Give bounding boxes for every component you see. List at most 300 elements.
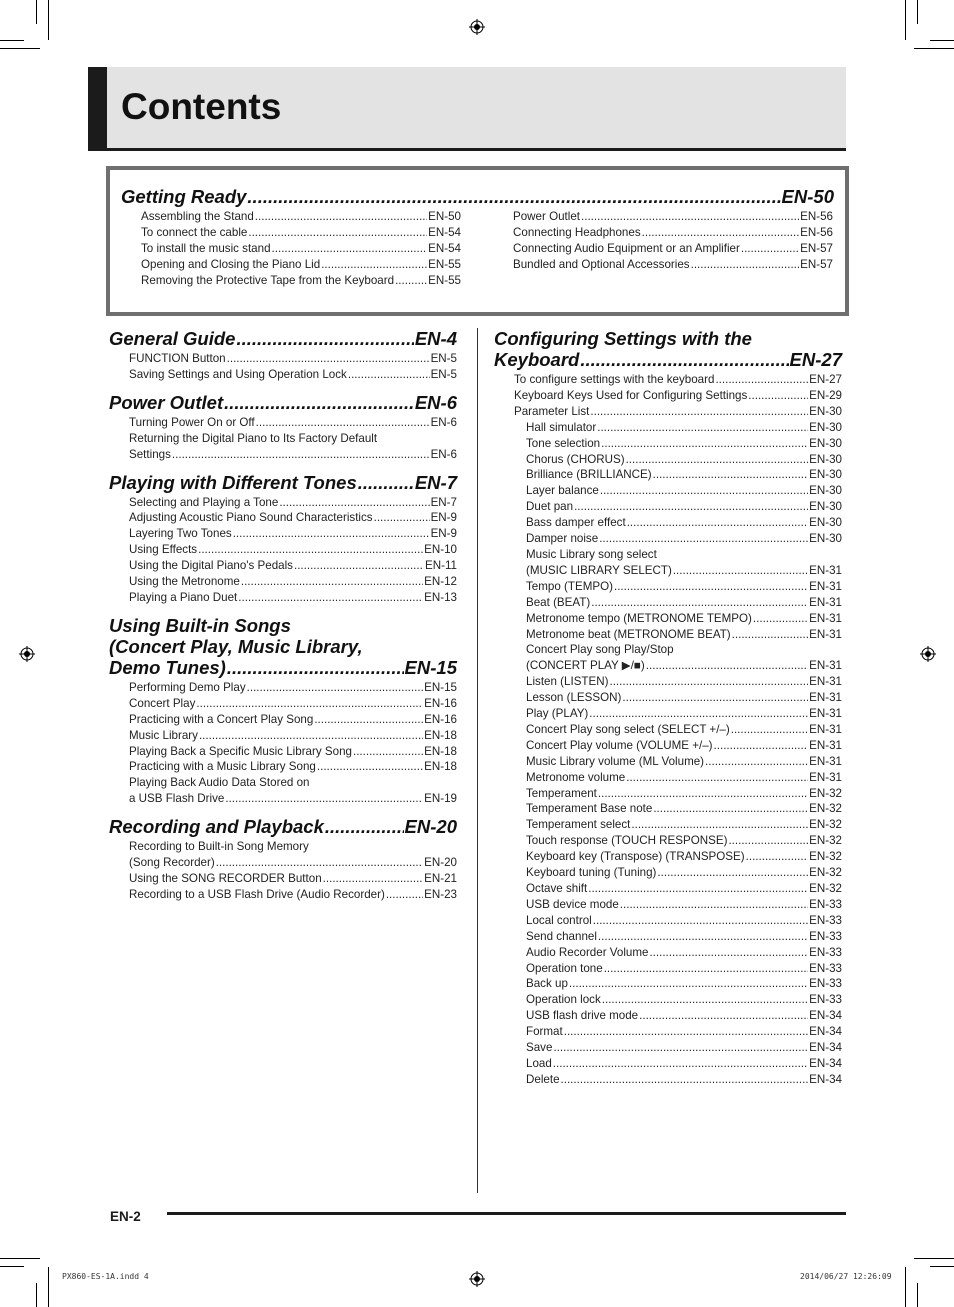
toc-entry-line xyxy=(514,404,842,420)
dot-leader xyxy=(247,186,780,207)
toc-entry xyxy=(141,225,461,241)
section-heading xyxy=(109,392,457,413)
toc-page-ref: EN-16 xyxy=(424,696,457,710)
toc-entry-line xyxy=(526,897,842,913)
toc-entry-text: Octave shift xyxy=(526,882,588,895)
toc-entry xyxy=(109,367,457,383)
dot-leader xyxy=(353,744,423,760)
dot-leader xyxy=(691,257,800,273)
toc-page-ref: EN-13 xyxy=(424,590,457,604)
toc-entry xyxy=(494,897,842,913)
toc-entry xyxy=(494,1040,842,1056)
toc-page-ref: EN-32 xyxy=(809,786,842,800)
toc-entry-line xyxy=(526,706,842,722)
section-heading-text: Demo Tunes) xyxy=(109,656,226,678)
toc-page-ref: EN-18 xyxy=(424,728,457,742)
dot-leader xyxy=(598,786,808,802)
toc-entry-line xyxy=(526,738,842,754)
toc-entry-text: Temperament xyxy=(526,786,597,800)
section-heading-line xyxy=(109,392,457,413)
dot-leader xyxy=(248,225,427,241)
toc-entry-text: USB flash drive mode xyxy=(526,1009,639,1023)
toc-entry-line: Recording to Built-in Song Memory xyxy=(129,840,309,854)
crop-mark xyxy=(917,1283,918,1307)
toc-entry-line xyxy=(526,579,842,595)
toc-page-ref: EN-15 xyxy=(424,680,457,694)
registration-mark-icon xyxy=(469,19,485,35)
toc-entry-text: Send channel xyxy=(526,929,597,943)
getting-ready-left-column xyxy=(141,209,461,289)
toc-entry-text: Keyboard key (Transpose) (TRANSPOSE) xyxy=(526,850,745,864)
toc-entry-line xyxy=(526,690,842,706)
header-accent-block xyxy=(88,67,107,150)
toc-page-ref: EN-30 xyxy=(809,420,842,434)
dot-leader xyxy=(227,657,404,678)
toc-entry-text: Bass damper effect xyxy=(526,516,626,530)
toc-entry-line xyxy=(129,791,457,807)
dot-leader xyxy=(199,728,423,744)
toc-page-ref: EN-34 xyxy=(809,1072,842,1086)
toc-entry-text: FUNCTION Button xyxy=(129,352,226,365)
toc-page-ref: EN-12 xyxy=(424,575,457,589)
toc-entry-text: Removing the Protective Tape from the Keyboard xyxy=(141,273,395,287)
toc-section xyxy=(109,816,457,903)
dot-leader xyxy=(732,627,808,643)
toc-entry-text: Using the SONG RECORDER Button xyxy=(129,871,322,885)
registration-mark-icon xyxy=(469,1271,485,1287)
toc-entry-text: a USB Flash Drive xyxy=(129,792,225,806)
toc-entry-text: Operation tone xyxy=(526,961,603,975)
toc-entry-line xyxy=(526,658,842,674)
section-heading-line: (Concert Play, Music Library, xyxy=(109,635,363,657)
toc-entry-line xyxy=(526,436,842,452)
section-heading-line xyxy=(109,657,457,678)
toc-entry-line xyxy=(526,770,842,786)
toc-entry-text: Playing Back a Specific Music Library Song xyxy=(129,744,352,758)
dot-leader xyxy=(639,1008,808,1024)
toc-entry-line xyxy=(526,722,842,738)
registration-mark-icon xyxy=(19,646,35,662)
toc-page-ref: EN-5 xyxy=(430,352,457,365)
toc-page-ref: EN-31 xyxy=(809,659,842,673)
toc-entry-text: Touch response (TOUCH RESPONSE) xyxy=(526,834,728,848)
section-heading-text: Power Outlet xyxy=(109,391,224,413)
dot-leader xyxy=(614,579,808,595)
toc-entry xyxy=(109,839,457,871)
section-heading xyxy=(109,472,457,493)
toc-entry-line xyxy=(129,712,457,728)
getting-ready-right-column xyxy=(513,209,833,273)
toc-entry xyxy=(494,738,842,754)
dot-leader xyxy=(323,871,423,887)
toc-page-ref: EN-31 xyxy=(809,770,842,784)
toc-page-ref: EN-30 xyxy=(809,516,842,530)
dot-leader xyxy=(714,738,809,754)
toc-entry xyxy=(494,467,842,483)
dot-leader xyxy=(646,658,808,674)
toc-entry-text: Save xyxy=(526,1041,553,1055)
toc-page-ref: EN-31 xyxy=(809,579,842,593)
header-rule xyxy=(88,148,846,151)
dot-leader xyxy=(591,595,808,611)
page-title: Contents xyxy=(121,86,282,127)
toc-page-ref: EN-31 xyxy=(809,595,842,609)
toc-entry-text: Operation lock xyxy=(526,993,601,1007)
toc-page-ref: EN-33 xyxy=(809,929,842,943)
toc-entry-line xyxy=(526,515,842,531)
toc-entry-line xyxy=(526,611,842,627)
toc-page-ref: EN-9 xyxy=(430,511,457,525)
dot-leader xyxy=(225,791,423,807)
section-heading-line xyxy=(121,186,834,207)
toc-entry xyxy=(494,372,842,388)
toc-entry xyxy=(494,388,842,404)
toc-entry-text: Layering Two Tones xyxy=(129,527,232,541)
toc-entry xyxy=(494,642,842,674)
toc-entry-text: Tone selection xyxy=(526,436,601,450)
toc-entry-line xyxy=(129,447,457,463)
toc-page-ref: EN-19 xyxy=(424,792,457,806)
crop-mark xyxy=(930,40,954,41)
toc-entry-text: Recording to a USB Flash Drive (Audio Recorder) xyxy=(129,887,385,901)
toc-entry-text: Hall simulator xyxy=(526,420,597,434)
toc-entry-line xyxy=(129,495,457,511)
dot-leader xyxy=(728,833,808,849)
toc-entry-line xyxy=(526,467,842,483)
column-divider xyxy=(477,328,478,1193)
toc-entry-line xyxy=(526,1056,842,1072)
toc-page-ref: EN-31 xyxy=(809,707,842,721)
dot-leader xyxy=(561,1072,809,1088)
toc-entry-text: Power Outlet xyxy=(513,210,581,223)
toc-entry-line: Returning the Digital Piano to Its Factory Default xyxy=(129,431,378,445)
toc-entry xyxy=(494,452,842,468)
toc-entry-text: Play (PLAY) xyxy=(526,707,589,721)
toc-entry-text: Music Library volume (ML Volume) xyxy=(526,754,705,768)
toc-entry xyxy=(494,627,842,643)
toc-entry-line xyxy=(526,420,842,436)
toc-entry-text: (CONCERT PLAY ▶/■) xyxy=(526,659,645,673)
toc-entry-text: Performing Demo Play xyxy=(129,680,246,694)
section-heading-text: Playing with Different Tones xyxy=(109,471,357,493)
toc-entry xyxy=(494,754,842,770)
toc-page-ref: EN-54 xyxy=(428,241,461,255)
toc-entry-line xyxy=(129,590,457,606)
crop-mark xyxy=(914,1258,954,1259)
toc-entry-line xyxy=(129,526,457,542)
toc-entry xyxy=(109,696,457,712)
toc-page-ref: EN-34 xyxy=(809,1009,842,1023)
toc-entry-line xyxy=(513,225,833,241)
dot-leader xyxy=(224,392,414,413)
toc-section xyxy=(109,328,457,383)
toc-entry-line xyxy=(526,945,842,961)
toc-entry-line xyxy=(526,674,842,690)
toc-entry-line xyxy=(129,680,457,696)
toc-entry-line: Music Library song select xyxy=(526,547,657,561)
toc-entry-text: Music Library xyxy=(129,728,198,742)
toc-entry-text: To connect the cable xyxy=(141,225,248,239)
toc-entry xyxy=(494,531,842,547)
dot-leader xyxy=(325,816,404,837)
toc-page-ref: EN-31 xyxy=(809,611,842,625)
toc-entry-line xyxy=(526,801,842,817)
toc-page-ref: EN-6 xyxy=(430,447,457,461)
dot-leader xyxy=(172,447,430,463)
toc-entry-line xyxy=(513,257,833,273)
toc-page-ref: EN-10 xyxy=(424,543,457,557)
toc-entry-text: Playing a Piano Duet xyxy=(129,590,238,604)
section-page-ref: EN-50 xyxy=(781,186,834,207)
section-heading-text: General Guide xyxy=(109,328,236,349)
toc-entry xyxy=(494,436,842,452)
toc-entry-line xyxy=(526,1008,842,1024)
toc-page-ref: EN-32 xyxy=(809,802,842,816)
section-heading-text: Getting Ready xyxy=(121,186,247,207)
toc-page-ref: EN-33 xyxy=(809,913,842,927)
toc-entry-text: Concert Play song select (SELECT +/–) xyxy=(526,722,730,736)
toc-page-ref: EN-34 xyxy=(809,1025,842,1039)
toc-entry-line xyxy=(129,510,457,526)
toc-entry xyxy=(494,865,842,881)
dot-leader xyxy=(279,495,429,511)
dot-leader xyxy=(620,897,808,913)
toc-entry xyxy=(494,1024,842,1040)
dot-leader xyxy=(649,945,808,961)
toc-entry-text: Metronome beat (METRONOME BEAT) xyxy=(526,627,731,641)
section-heading-text: Keyboard xyxy=(494,349,580,370)
dot-leader xyxy=(294,558,424,574)
toc-entry xyxy=(494,849,842,865)
toc-entry xyxy=(494,929,842,945)
toc-page-ref: EN-50 xyxy=(428,210,461,223)
toc-page-ref: EN-31 xyxy=(809,675,842,689)
section-page-ref: EN-20 xyxy=(404,816,457,838)
toc-page-ref: EN-30 xyxy=(809,500,842,514)
section-heading-text: Recording and Playback xyxy=(109,816,324,838)
toc-entry-line xyxy=(526,961,842,977)
toc-entry xyxy=(494,547,842,579)
toc-entry-line xyxy=(141,225,461,241)
toc-page-ref: EN-56 xyxy=(800,225,833,239)
toc-page-ref: EN-7 xyxy=(430,495,457,509)
crop-mark xyxy=(36,1283,37,1307)
toc-page-ref: EN-30 xyxy=(809,404,842,418)
toc-entry xyxy=(494,961,842,977)
crop-mark xyxy=(48,0,49,40)
toc-entry-line xyxy=(526,929,842,945)
toc-entry-line xyxy=(526,913,842,929)
dot-leader xyxy=(233,526,430,542)
dot-leader xyxy=(569,976,808,992)
dot-leader xyxy=(574,499,808,515)
toc-page-ref: EN-11 xyxy=(424,559,457,573)
toc-entry xyxy=(109,744,457,760)
toc-entry xyxy=(141,209,461,225)
toc-entry-text: Connecting Audio Equipment or an Amplifier xyxy=(513,241,740,255)
toc-entry-line xyxy=(129,415,457,431)
toc-page-ref: EN-30 xyxy=(809,452,842,466)
toc-entry xyxy=(494,483,842,499)
toc-page-ref: EN-33 xyxy=(809,993,842,1007)
crop-mark xyxy=(905,0,906,40)
toc-entry-text: Tempo (TEMPO) xyxy=(526,579,613,593)
toc-page-ref: EN-31 xyxy=(809,691,842,705)
toc-entry-line xyxy=(526,865,842,881)
toc-page-ref: EN-5 xyxy=(430,367,457,381)
dot-leader xyxy=(602,992,808,1008)
toc-entry-text: Practicing with a Concert Play Song xyxy=(129,712,314,726)
dot-leader xyxy=(715,372,808,388)
toc-entry-text: Practicing with a Music Library Song xyxy=(129,760,316,774)
dot-leader xyxy=(247,680,424,696)
crop-mark xyxy=(930,1266,954,1267)
toc-entry xyxy=(494,786,842,802)
toc-entry-text: Duet pan xyxy=(526,500,574,514)
toc-entry-text: Keyboard tuning (Tuning) xyxy=(526,866,657,880)
toc-entry xyxy=(513,225,833,241)
toc-entry-line xyxy=(526,786,842,802)
toc-page-ref: EN-6 xyxy=(430,415,457,429)
dot-leader xyxy=(198,542,423,558)
section-heading-line: Configuring Settings with the xyxy=(494,328,752,349)
toc-entry-line xyxy=(129,728,457,744)
section-heading-line xyxy=(109,816,457,837)
toc-entry-text: Brilliance (BRILLIANCE) xyxy=(526,468,652,482)
toc-entry-text: Local control xyxy=(526,913,592,927)
toc-entry-text: Audio Recorder Volume xyxy=(526,945,649,959)
toc-entry-text: Lesson (LESSON) xyxy=(526,691,622,705)
toc-entry-line xyxy=(141,241,461,257)
toc-entry-line xyxy=(526,563,842,579)
toc-entry-line xyxy=(129,744,457,760)
toc-entry-text: Temperament select xyxy=(526,818,631,832)
toc-entry-text: Opening and Closing the Piano Lid xyxy=(141,257,321,271)
toc-entry-text: Listen (LISTEN) xyxy=(526,675,609,689)
toc-entry xyxy=(109,415,457,431)
toc-page-ref: EN-30 xyxy=(809,484,842,498)
toc-page-ref: EN-33 xyxy=(809,977,842,991)
dot-leader xyxy=(731,722,808,738)
section-page-ref: EN-6 xyxy=(414,391,457,413)
toc-entry-line xyxy=(526,754,842,770)
toc-entry-text: Beat (BEAT) xyxy=(526,595,591,609)
dot-leader xyxy=(653,467,808,483)
section-page-ref: EN-4 xyxy=(414,328,457,349)
toc-entry-line xyxy=(141,273,461,289)
toc-entry xyxy=(109,510,457,526)
dot-leader xyxy=(553,1056,808,1072)
toc-entry-text: Back up xyxy=(526,977,568,991)
toc-page-ref: EN-32 xyxy=(809,882,842,895)
toc-entry-text: Load xyxy=(526,1056,552,1070)
dot-leader xyxy=(622,690,808,706)
toc-page-ref: EN-21 xyxy=(424,871,457,885)
toc-page-ref: EN-33 xyxy=(809,945,842,959)
left-column xyxy=(109,328,457,903)
toc-entry-text: Temperament Base note xyxy=(526,802,653,816)
dot-leader xyxy=(256,415,430,431)
toc-entry-line xyxy=(526,1072,842,1088)
toc-page-ref: EN-34 xyxy=(809,1056,842,1070)
dot-leader xyxy=(741,241,799,257)
crop-mark xyxy=(36,0,37,24)
toc-page-ref: EN-18 xyxy=(424,760,457,774)
dot-leader xyxy=(589,706,808,722)
getting-ready-heading xyxy=(121,186,834,207)
toc-entry-line xyxy=(129,574,457,590)
toc-entry-line xyxy=(526,976,842,992)
dot-leader xyxy=(216,855,423,871)
section-heading-line xyxy=(494,349,842,370)
toc-page-ref: EN-30 xyxy=(809,468,842,482)
toc-entry xyxy=(109,558,457,574)
dot-leader xyxy=(631,817,808,833)
dot-leader xyxy=(196,696,423,712)
toc-page-ref: EN-54 xyxy=(428,225,461,239)
toc-entry xyxy=(494,706,842,722)
toc-entry xyxy=(109,871,457,887)
dot-leader xyxy=(386,887,423,903)
dot-leader xyxy=(601,436,808,452)
toc-entry-text: Saving Settings and Using Operation Lock xyxy=(129,367,347,381)
toc-entry xyxy=(494,945,842,961)
toc-entry-line xyxy=(526,531,842,547)
toc-entry-line xyxy=(526,833,842,849)
toc-page-ref: EN-32 xyxy=(809,850,842,864)
page-number: EN-2 xyxy=(110,1209,141,1224)
toc-page-ref: EN-32 xyxy=(809,818,842,832)
dot-leader xyxy=(597,420,808,436)
dot-leader xyxy=(395,273,427,289)
dot-leader xyxy=(314,712,423,728)
toc-entry-line xyxy=(141,209,461,225)
toc-page-ref: EN-18 xyxy=(424,744,457,758)
toc-entry xyxy=(494,976,842,992)
toc-entry xyxy=(109,759,457,775)
toc-entry xyxy=(141,241,461,257)
dot-leader xyxy=(748,388,808,404)
toc-entry-text: Assembling the Stand xyxy=(141,210,254,223)
toc-entry xyxy=(494,992,842,1008)
toc-entry xyxy=(109,775,457,807)
toc-entry xyxy=(141,257,461,273)
toc-entry-text: Layer balance xyxy=(526,484,599,498)
toc-entry-line: Concert Play song Play/Stop xyxy=(526,643,674,657)
dot-leader xyxy=(236,328,413,349)
toc-entry xyxy=(494,499,842,515)
toc-entry-line xyxy=(514,388,842,404)
toc-entry-line xyxy=(526,1040,842,1056)
dot-leader xyxy=(642,225,799,241)
toc-entry-text: Using the Digital Piano's Pedals xyxy=(129,559,293,573)
toc-page-ref: EN-29 xyxy=(809,388,842,402)
toc-entry-text: Chorus (CHORUS) xyxy=(526,452,625,466)
toc-entry-text: USB device mode xyxy=(526,897,619,911)
dot-leader xyxy=(753,611,808,627)
crop-mark xyxy=(0,1266,24,1267)
dot-leader xyxy=(673,563,808,579)
toc-entry-text: To configure settings with the keyboard xyxy=(514,373,715,386)
toc-page-ref: EN-32 xyxy=(809,866,842,880)
toc-page-ref: EN-31 xyxy=(809,563,842,577)
toc-entry-text: Format xyxy=(526,1025,563,1039)
dot-leader xyxy=(580,349,788,370)
toc-entry-line xyxy=(526,452,842,468)
toc-entry-text: Metronome tempo (METRONOME TEMPO) xyxy=(526,611,752,625)
slug-file: PX860-ES-1A.indd 4 xyxy=(62,1272,149,1281)
toc-entry-text: Adjusting Acoustic Piano Sound Characteristics xyxy=(129,511,373,525)
